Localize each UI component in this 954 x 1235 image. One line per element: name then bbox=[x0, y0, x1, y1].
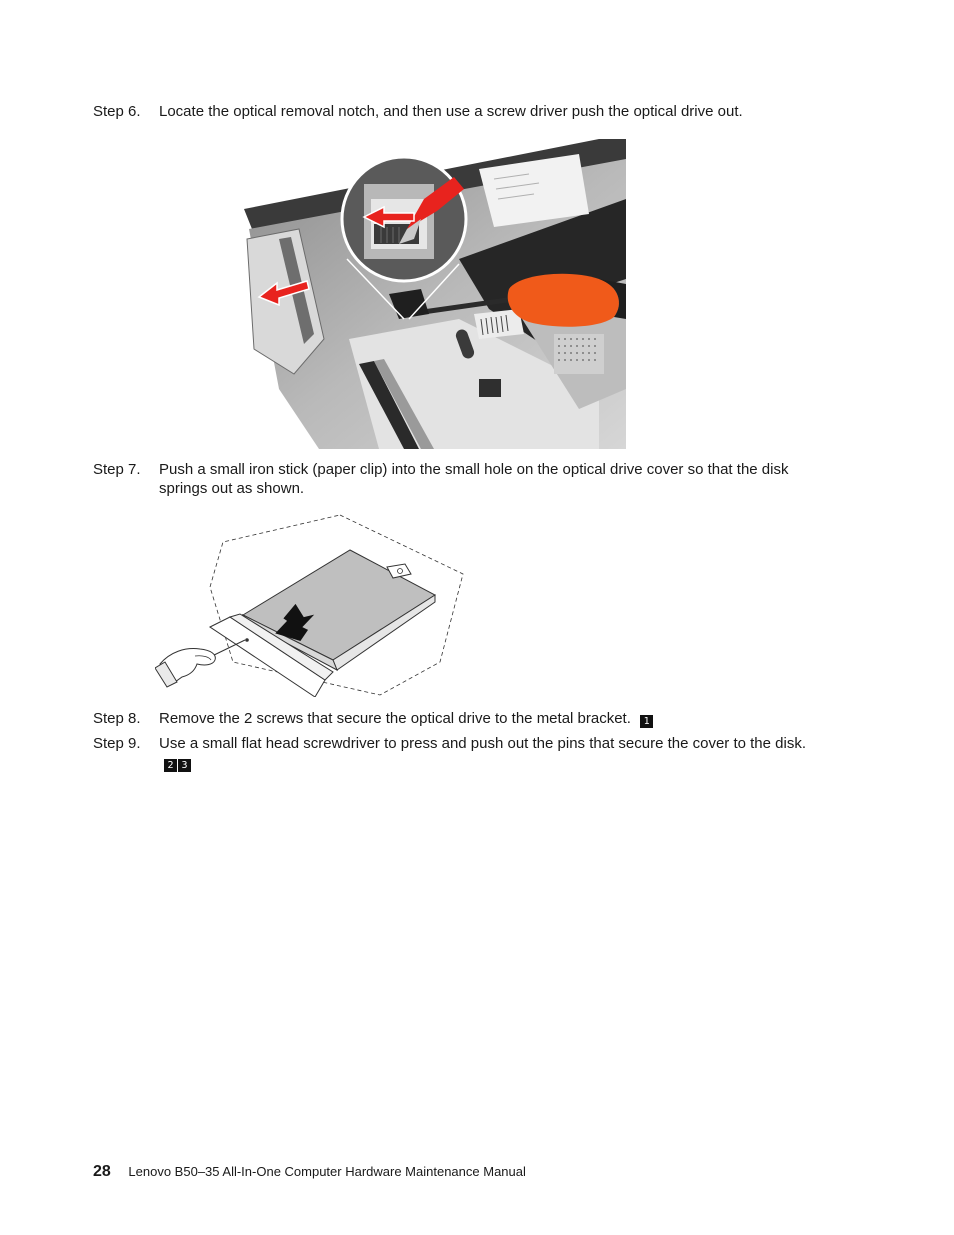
callout-badge: 2 bbox=[164, 759, 177, 772]
step-text: Push a small iron stick (paper clip) into the small hole on the optical drive cover so that the disk springs out as shown. bbox=[159, 461, 789, 497]
callout-badge: 1 bbox=[640, 715, 653, 728]
step-body bbox=[159, 734, 833, 772]
step-8 bbox=[93, 709, 833, 728]
step-label: Step 9. bbox=[93, 735, 141, 752]
step-text: Remove the 2 screws that secure the optical drive to the metal bracket. bbox=[159, 710, 631, 727]
page-number: 28 bbox=[93, 1163, 111, 1180]
manual-title: Lenovo B50–35 All-In-One Computer Hardware Maintenance Manual bbox=[128, 1164, 526, 1179]
callout-group bbox=[163, 753, 191, 772]
step-7 bbox=[93, 460, 833, 498]
callout-group bbox=[639, 709, 653, 728]
optical-drive-removal-photo bbox=[159, 139, 626, 449]
step-label: Step 6. bbox=[93, 103, 141, 120]
step-text: Locate the optical removal notch, and then use a screw driver push the optical drive out. bbox=[159, 103, 743, 120]
disk-eject-diagram bbox=[155, 512, 470, 697]
callout-badge: 3 bbox=[178, 759, 191, 772]
step-body bbox=[159, 709, 833, 728]
step-6 bbox=[93, 102, 833, 121]
step-label: Step 7. bbox=[93, 461, 141, 478]
step-label: Step 8. bbox=[93, 710, 141, 727]
step-text: Use a small flat head screwdriver to press and push out the pins that secure the cover to the disk. bbox=[159, 735, 806, 752]
step-9 bbox=[93, 734, 833, 772]
page-footer bbox=[93, 1163, 526, 1181]
